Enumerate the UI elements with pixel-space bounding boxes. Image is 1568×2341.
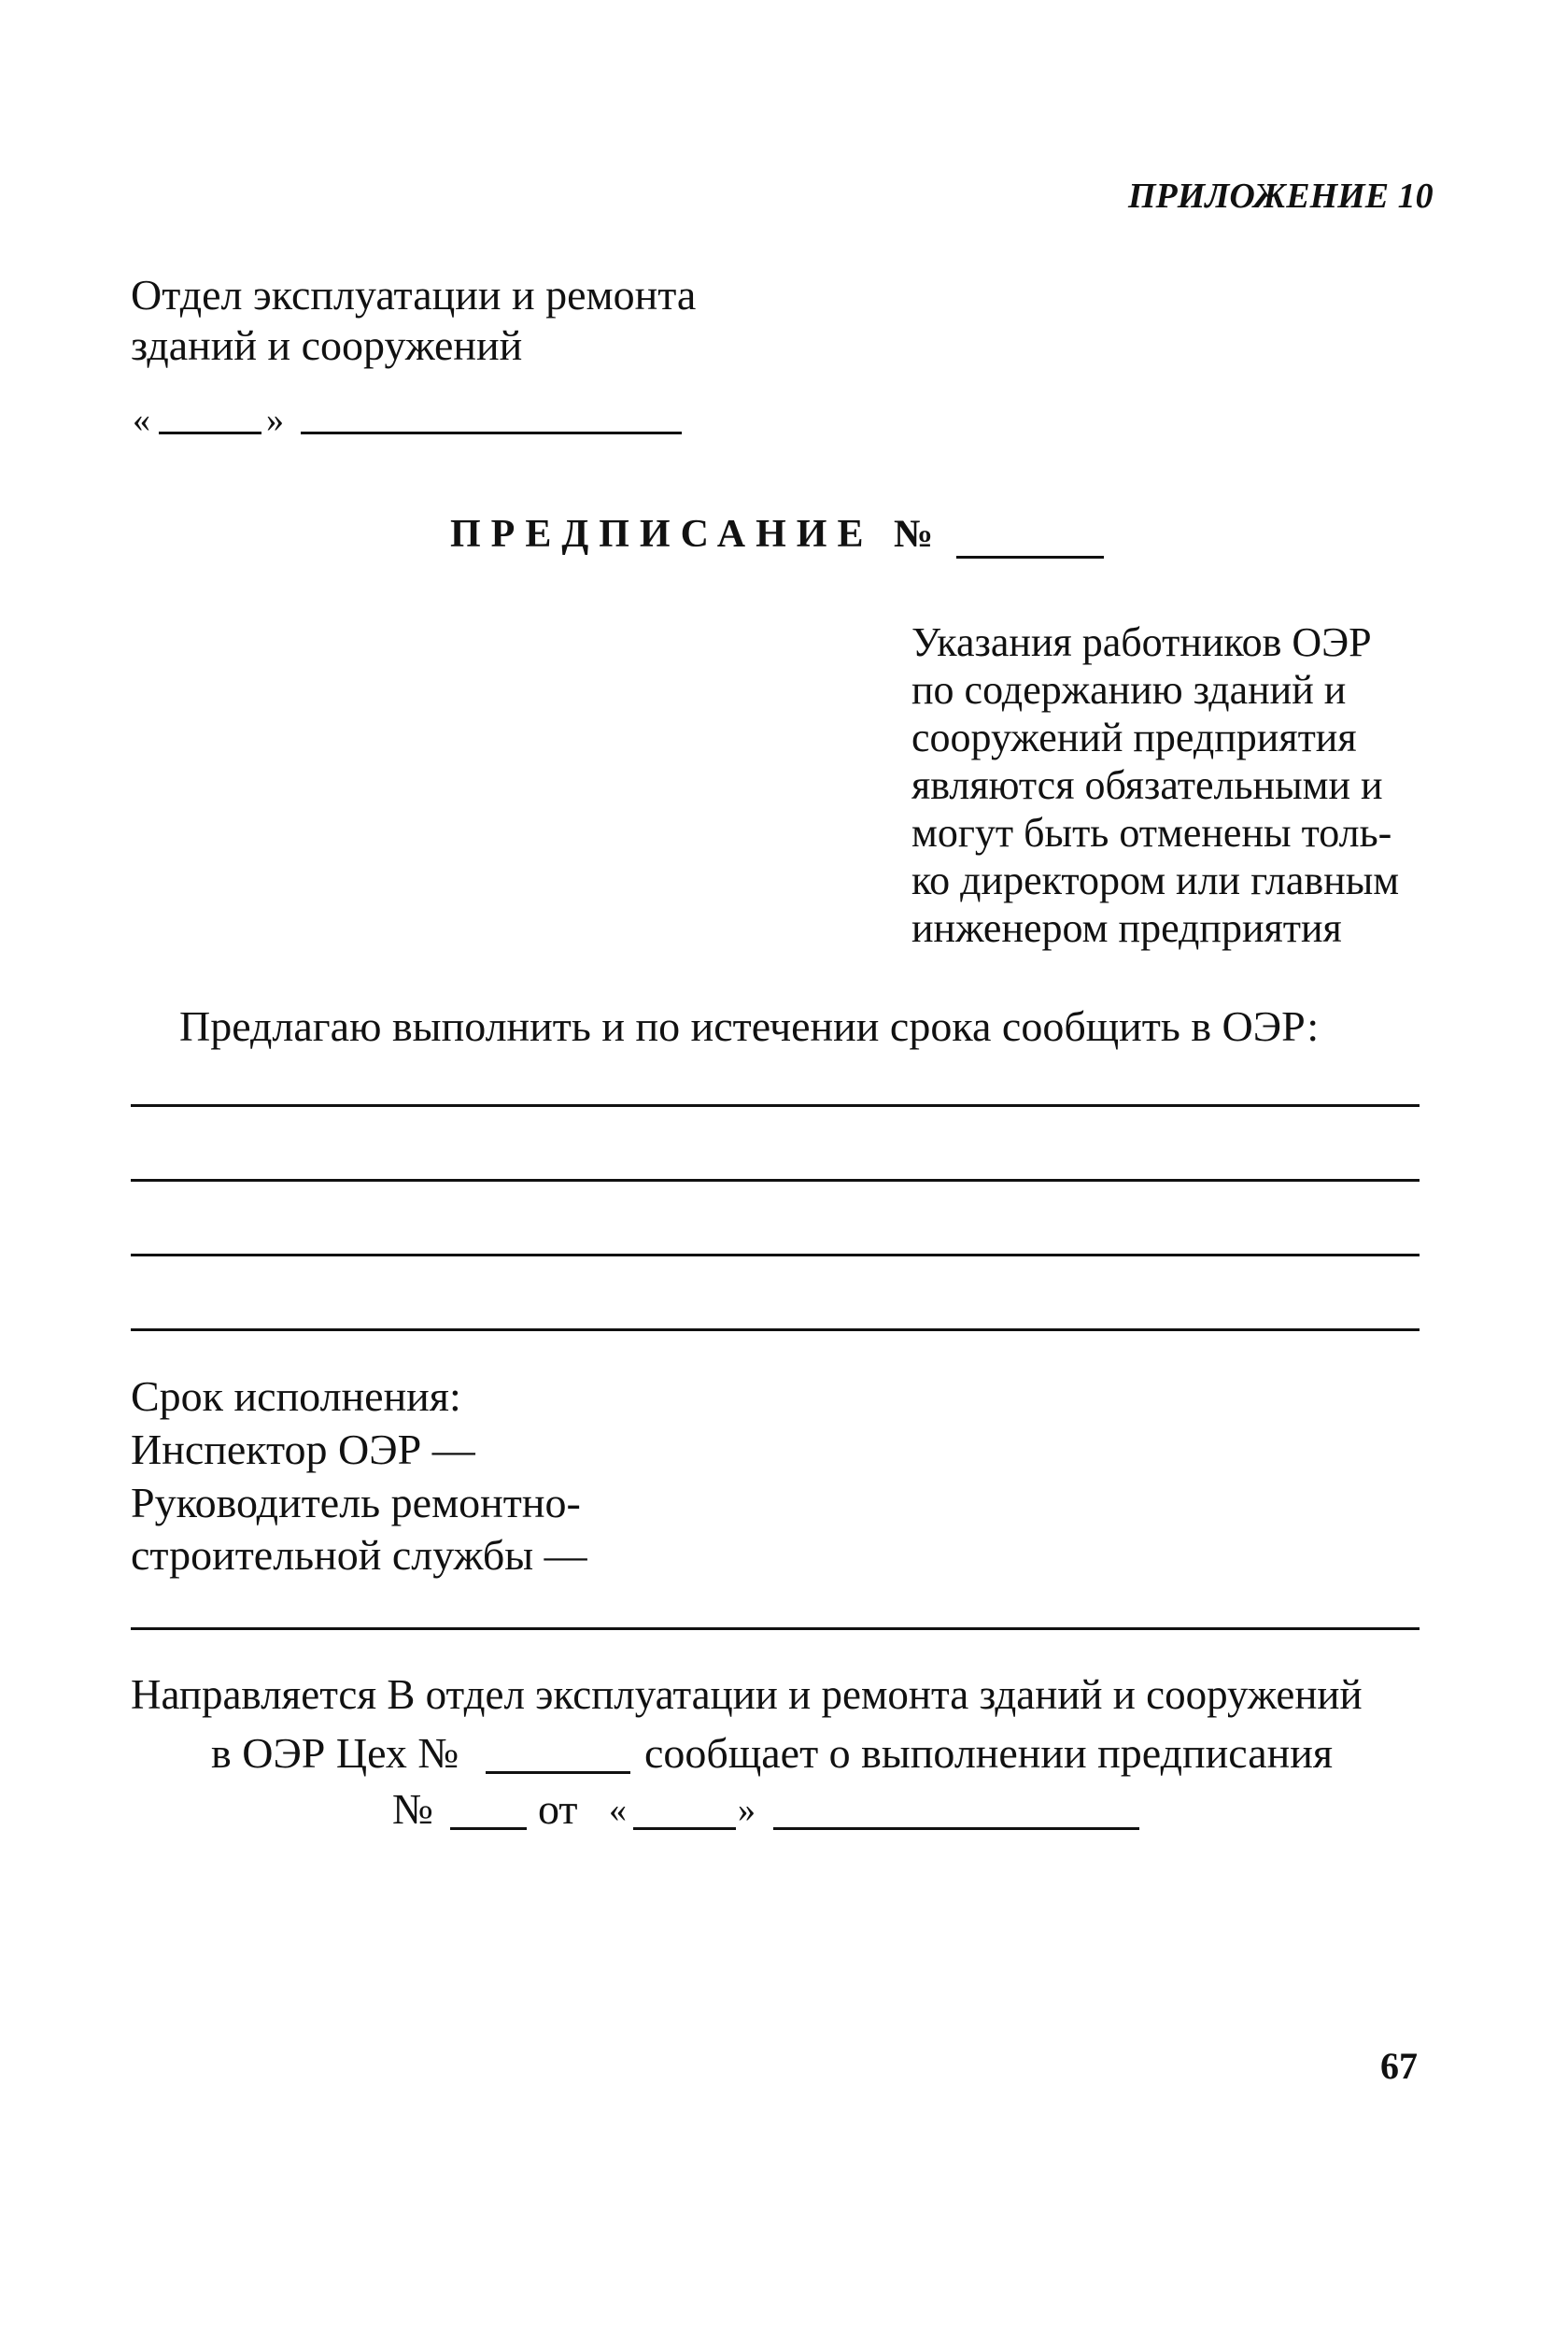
- page-number: 67: [1380, 2045, 1418, 2087]
- footer-from-label: от: [538, 1785, 578, 1833]
- date-open-quote: «: [133, 401, 150, 440]
- department-name-line2: зданий и сооружений: [131, 321, 523, 369]
- footer-date-month-year-blank[interactable]: [773, 1827, 1139, 1830]
- date-close-quote: »: [266, 401, 284, 440]
- note-line: Указания работников ОЭР: [911, 619, 1372, 665]
- footer-line2-suffix: сообщает о выполнении предписания: [644, 1729, 1334, 1777]
- footer-line1: Направляется В отдел эксплуатации и ремонта зданий и сооружений: [131, 1671, 1363, 1718]
- writing-line-2[interactable]: [131, 1179, 1420, 1182]
- head-label-line1: Руководитель ремонтно-: [131, 1479, 581, 1526]
- separator-line: [131, 1627, 1420, 1630]
- annex-label: ПРИЛОЖЕНИЕ 10: [1128, 177, 1434, 216]
- footer-order-number-blank[interactable]: [450, 1827, 527, 1830]
- note-line: сооружений предприятия: [911, 715, 1357, 760]
- department-name-line1: Отдел эксплуатации и ремонта: [131, 271, 697, 319]
- date-day-blank[interactable]: [159, 432, 261, 434]
- footer-number-sign: №: [392, 1785, 433, 1833]
- footer-open-quote: «: [609, 1791, 627, 1830]
- date-month-year-blank[interactable]: [301, 432, 682, 434]
- note-line: ко директором или главным: [911, 858, 1400, 903]
- footer-date-day-blank[interactable]: [633, 1827, 736, 1830]
- order-number-blank[interactable]: [956, 556, 1104, 559]
- writing-line-4[interactable]: [131, 1328, 1420, 1331]
- inspector-label: Инспектор ОЭР —: [131, 1426, 475, 1473]
- writing-line-1[interactable]: [131, 1104, 1420, 1107]
- head-label-line2: строительной службы —: [131, 1531, 587, 1579]
- document-title: ПРЕДПИСАНИЕ №: [450, 513, 944, 556]
- workshop-number-blank[interactable]: [486, 1771, 630, 1774]
- note-line: инженером предприятия: [911, 905, 1342, 951]
- footer-line2-prefix: в ОЭР Цех №: [211, 1729, 459, 1777]
- note-line: могут быть отменены толь-: [911, 810, 1392, 856]
- instruction-text: Предлагаю выполнить и по истечении срока сообщить в ОЭР:: [179, 1002, 1320, 1050]
- writing-line-3[interactable]: [131, 1254, 1420, 1256]
- note-line: являются обязательными и: [911, 762, 1383, 808]
- deadline-label: Срок исполнения:: [131, 1372, 461, 1420]
- note-line: по содержанию зданий и: [911, 667, 1347, 713]
- footer-close-quote: »: [738, 1791, 756, 1830]
